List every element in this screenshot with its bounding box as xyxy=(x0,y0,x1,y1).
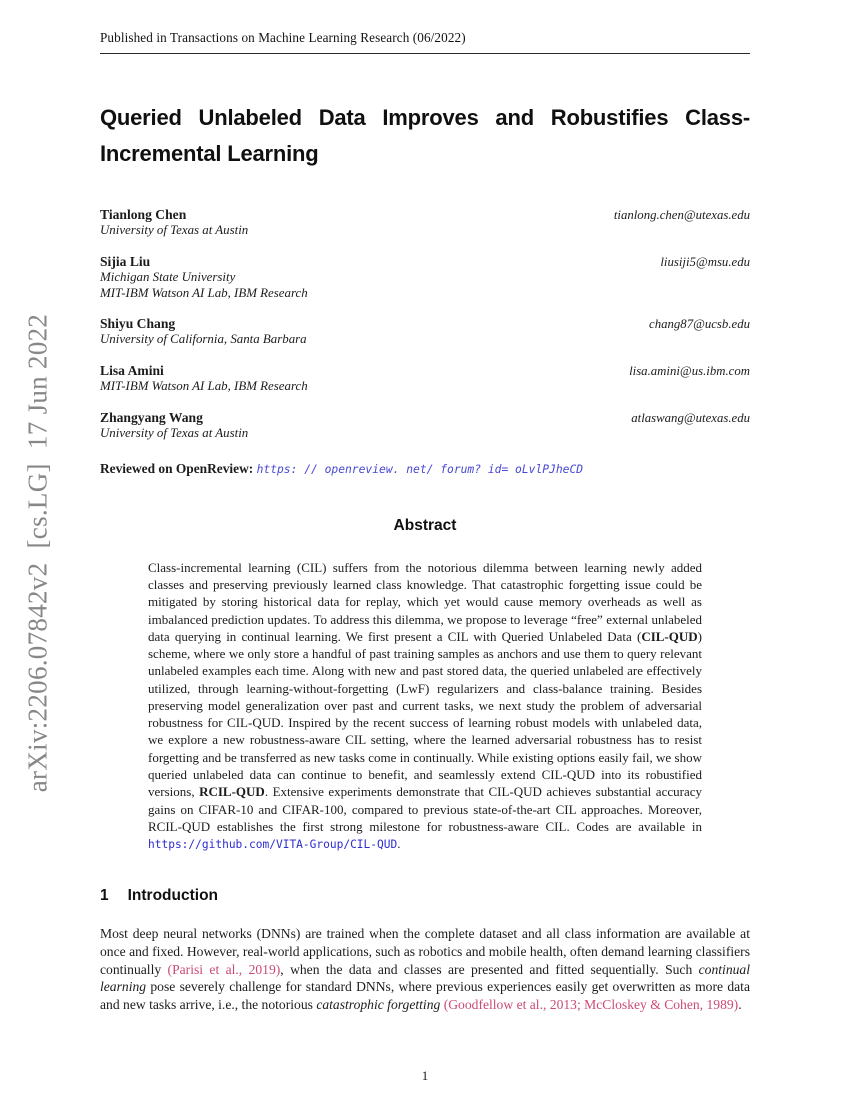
author-affiliation: University of California, Santa Barbara xyxy=(100,332,307,347)
abstract-text: . xyxy=(397,836,401,852)
section-title: Introduction xyxy=(127,887,219,905)
citation-link-goodfellow-mccloskey[interactable]: (Goodfellow et al., 2013; McCloskey & Cohen, 1989) xyxy=(443,997,739,1013)
italic-term: continual learning xyxy=(100,961,750,995)
intro-paragraph xyxy=(100,925,750,1014)
section-heading-introduction xyxy=(100,887,750,905)
author-entry xyxy=(100,254,750,301)
openreview-line xyxy=(100,461,750,477)
page-number: 1 xyxy=(421,1068,429,1083)
abstract-heading: Abstract xyxy=(393,516,457,534)
author-row xyxy=(100,410,750,426)
rcil-qud-bold: RCIL-QUD xyxy=(199,784,265,800)
author-affiliation: MIT-IBM Watson AI Lab, IBM Research xyxy=(100,379,308,394)
header-rule xyxy=(100,53,750,54)
author-name: Sijia Liu xyxy=(100,253,151,269)
author-name: Shiyu Chang xyxy=(100,316,176,332)
citation-link-parisi[interactable]: (Parisi et al., 2019) xyxy=(167,961,281,977)
openreview-link[interactable]: https: // openreview. net/ forum? id= oLvlPJheCD xyxy=(256,462,584,476)
intro-text: Most deep neural networks (DNNs) are trained when the complete dataset and all class information are available at once and fixed. However, real-world applications, such as robotics and mobile health, often demand learning classifiers continually xyxy=(100,926,750,977)
author-row xyxy=(100,316,750,332)
author-affiliation: University of Texas at Austin xyxy=(100,425,249,440)
author-name: Zhangyang Wang xyxy=(100,409,203,425)
intro-text: . xyxy=(738,997,742,1013)
journal-header-text: Published in Transactions on Machine Learning Research (06/2022) xyxy=(100,30,466,45)
author-affiliation: MIT-IBM Watson AI Lab, IBM Research xyxy=(100,285,308,300)
abstract-text: ) scheme, where we only store a handful of past training samples as anchors and use them to query relevant unlabeled examples each time. Along with new and past stored data, the queried unlabeled are effectively utilized, through learning-without-forgetting (LwF) regularizers and class-balance training. Besides preserving model generalization over past and current tasks, we next study the problem of adversarial robustness for CIL-QUD. Inspired by the recent success of learning robust models with unlabeled data, we explore a new robustness-aware CIL setting, where the learned adversarial robustness has to resist forgetting and be transferred as new tasks come in continually. While existing options easily fail, we show queried unlabeled data can continue to benefit, and seamlessly extend CIL-QUD into its robustified versions, xyxy=(148,628,702,800)
author-row xyxy=(100,363,750,379)
author-name: Tianlong Chen xyxy=(100,207,187,223)
author-row xyxy=(100,207,750,223)
abstract-text: Class-incremental learning (CIL) suffers from the notorious dilemma between learning newly added classes and preserving previously learned class knowledge. That catastrophic forgetting issue could be mitigated by storing historical data for replay, which yet would cause memory overheads as well as imbalanced prediction updates. To address this dilemma, we propose to leverage “free” external unlabeled data querying in continual learning. We first present a CIL with Queried Unlabeled Data ( xyxy=(148,559,702,644)
intro-text: pose severely challenge for standard DNNs, where previous experiences easily get overwritten as more data and new tasks arrive, i.e., the notorious xyxy=(100,979,750,1013)
abstract-paragraph xyxy=(148,559,702,853)
author-name: Lisa Amini xyxy=(100,363,164,379)
author-email: lisa.amini@us.ibm.com xyxy=(629,364,750,379)
author-block xyxy=(100,207,750,441)
openreview-label: Reviewed on OpenReview: xyxy=(100,460,254,476)
author-entry xyxy=(100,363,750,395)
author-entry xyxy=(100,410,750,442)
arxiv-watermark: arXiv:2206.07842v2 [cs.LG] 17 Jun 2022 xyxy=(22,313,53,793)
github-code-link[interactable]: https://github.com/VITA-Group/CIL-QUD xyxy=(148,838,398,852)
author-affiliation: Michigan State University xyxy=(100,269,236,284)
paper-title: Queried Unlabeled Data Improves and Robustifies Class-Incremental Learning xyxy=(100,105,750,166)
author-email: tianlong.chen@utexas.edu xyxy=(613,208,750,223)
author-email: liusiji5@msu.edu xyxy=(660,254,750,269)
abstract-text: . Extensive experiments demonstrate that CIL-QUD achieves substantial accuracy gains on CIFAR-10 and CIFAR-100, compared to previous state-of-the-art CIL approaches. Moreover, RCIL-QUD establishes the first strong milestone for robustness-aware CIL. Codes are available in xyxy=(148,784,702,834)
cil-qud-bold: CIL-QUD xyxy=(641,628,698,644)
author-row xyxy=(100,254,750,270)
section-number: 1 xyxy=(100,887,109,905)
author-email: atlaswang@utexas.edu xyxy=(631,410,750,425)
author-entry xyxy=(100,207,750,239)
author-email: chang87@ucsb.edu xyxy=(649,317,750,332)
author-affiliation: University of Texas at Austin xyxy=(100,223,249,238)
page-header xyxy=(100,30,750,54)
italic-term: catastrophic forgetting xyxy=(316,997,441,1013)
author-entry xyxy=(100,316,750,348)
intro-text: , when the data and classes are presented and fitted sequentially. Such xyxy=(280,961,699,977)
